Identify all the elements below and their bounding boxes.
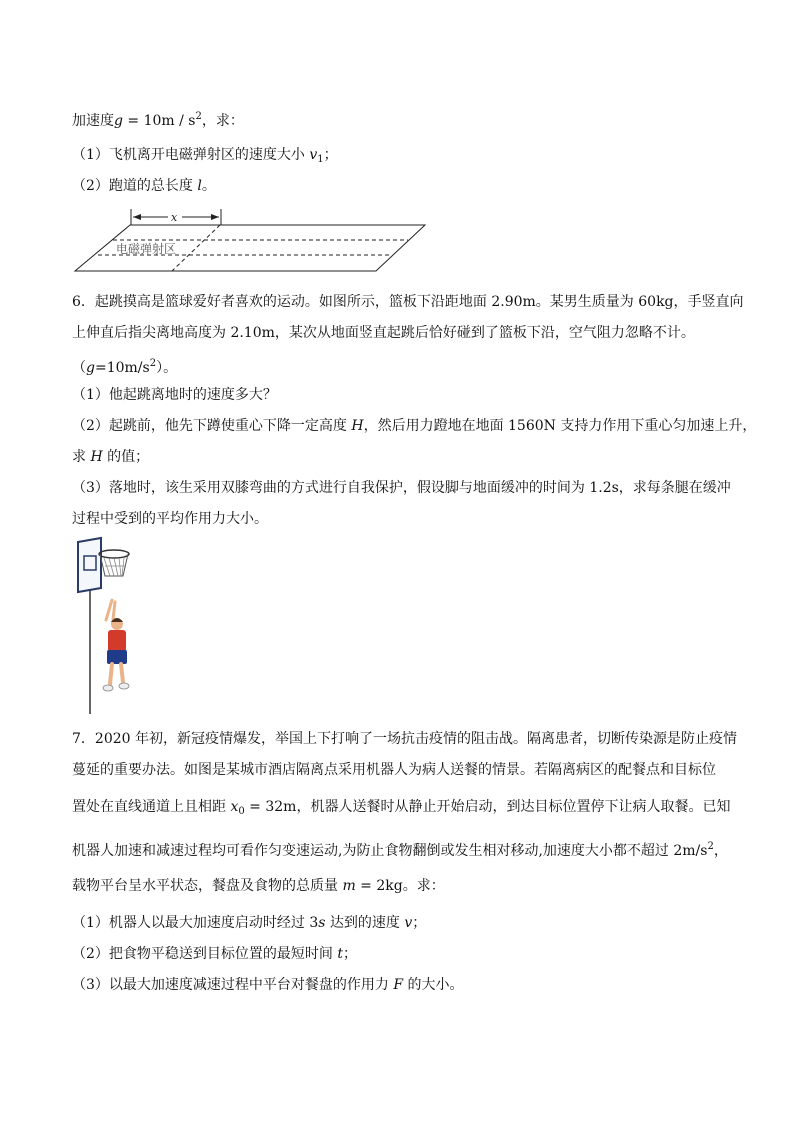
text: （2）把食物平稳送到目标位置的最短时间: [72, 946, 338, 962]
text: 置处在直线通道上且相距: [72, 799, 231, 815]
text: ；: [412, 915, 427, 931]
text: （2）跑道的总长度: [72, 178, 198, 194]
question-5-2: [72, 177, 216, 195]
text: ，然后用力蹬地在地面 1560N 支持力作用下重心匀加速上升，: [363, 418, 757, 434]
superscript: 2: [707, 841, 714, 852]
var-s: s: [318, 915, 326, 931]
text: 机器人加速和减速过程均可看作匀变速运动,为防止食物翻倒或发生相对移动,加速度大小都不超过 2m/s: [72, 843, 708, 859]
text: 的大小。: [403, 977, 464, 993]
var-H: H: [351, 418, 364, 434]
text: 载物平台呈水平状态，餐盘及食物的总质量: [72, 878, 343, 894]
text: = 32m: [244, 799, 297, 815]
question-5-1: [72, 146, 338, 169]
question-7-3: [72, 976, 464, 994]
text: （2）起跳前，他先下蹲使重心下降一定高度: [72, 418, 352, 434]
var-v: v: [404, 915, 413, 931]
p7-line-5: [72, 877, 445, 895]
text: （3）以最大加速度减速过程中平台对餐盘的作用力: [72, 977, 394, 993]
text: （: [72, 360, 86, 376]
text: （1）飞机离开电磁弹射区的速度大小: [72, 147, 310, 163]
superscript: 2: [195, 111, 202, 122]
text: 的值；: [102, 449, 150, 465]
text: ）。: [156, 360, 178, 376]
var-F: F: [393, 977, 404, 993]
question-7-1: [72, 914, 426, 932]
text: 。求：: [402, 878, 445, 894]
p7-line-3: [72, 798, 730, 821]
p6-line-3: [72, 355, 177, 377]
text: 达到的速度: [325, 915, 405, 931]
subscript: 0: [238, 806, 245, 817]
text: ；: [343, 946, 357, 962]
text: 求: [72, 449, 91, 465]
text: ，: [713, 843, 728, 859]
text: ，机器人送餐时从静止开始启动，到达目标位置停下让病人取餐。已知: [296, 799, 731, 815]
runway-figure: [70, 205, 430, 277]
text: 加速度: [72, 113, 114, 129]
text: 。: [201, 178, 216, 194]
var-t: t: [337, 946, 343, 962]
p7-line-1: 7．2020 年初，新冠疫情爆发，举国上下打响了一场抗击疫情的阻击战。隔离患者，切断传染源是防止疫情: [72, 731, 737, 747]
text: = 10m / s: [122, 113, 196, 129]
intro-line: [72, 108, 244, 130]
p6-line-2: 上伸直后指尖离地高度为 2.10m，某次从地面竖直起跳后恰好碰到了篮板下沿，空气阻力忽略不计。: [72, 325, 695, 341]
p6-line-1: 6．起跳摸高是篮球爱好者喜欢的运动。如图所示，篮板下沿距地面 2.90m。某男生质量为 60kg，手竖直向: [72, 294, 744, 310]
var-g: g: [86, 360, 95, 376]
p7-line-4: [72, 838, 728, 860]
var-l: l: [197, 178, 202, 194]
basketball-illustration: [74, 536, 136, 716]
var-H: H: [90, 449, 103, 465]
var-x: x: [230, 799, 239, 815]
text: ，求：: [201, 113, 244, 129]
question-6-2-cont: [72, 448, 149, 466]
var-g: g: [114, 113, 123, 129]
question-6-1: （1）他起跳离地时的速度多大？: [72, 387, 277, 403]
text: = 2kg: [355, 878, 403, 894]
var-m: m: [342, 878, 356, 894]
zone-label: 电磁弹射区: [116, 242, 177, 256]
text: ；: [323, 147, 338, 163]
var-v: v: [309, 147, 318, 163]
x-label: x: [171, 211, 178, 224]
question-6-3: （3）落地时，该生采用双膝弯曲的方式进行自我保护，假设脚与地面缓冲的时间为 1.2s，求每条腿在缓冲: [72, 480, 731, 496]
text: （1）机器人以最大加速度启动时经过 3: [72, 915, 319, 931]
p7-line-2: 蔓延的重要办法。如图是某城市酒店隔离点采用机器人为病人送餐的情景。若隔离病区的配餐点和目标位: [72, 762, 716, 778]
subscript: 1: [317, 154, 324, 165]
question-6-3-cont: 过程中受到的平均作用力大小。: [72, 511, 268, 527]
text: =10m/s: [94, 360, 150, 376]
superscript: 2: [149, 358, 157, 369]
question-6-2: [72, 417, 756, 435]
question-7-2: [72, 945, 357, 963]
